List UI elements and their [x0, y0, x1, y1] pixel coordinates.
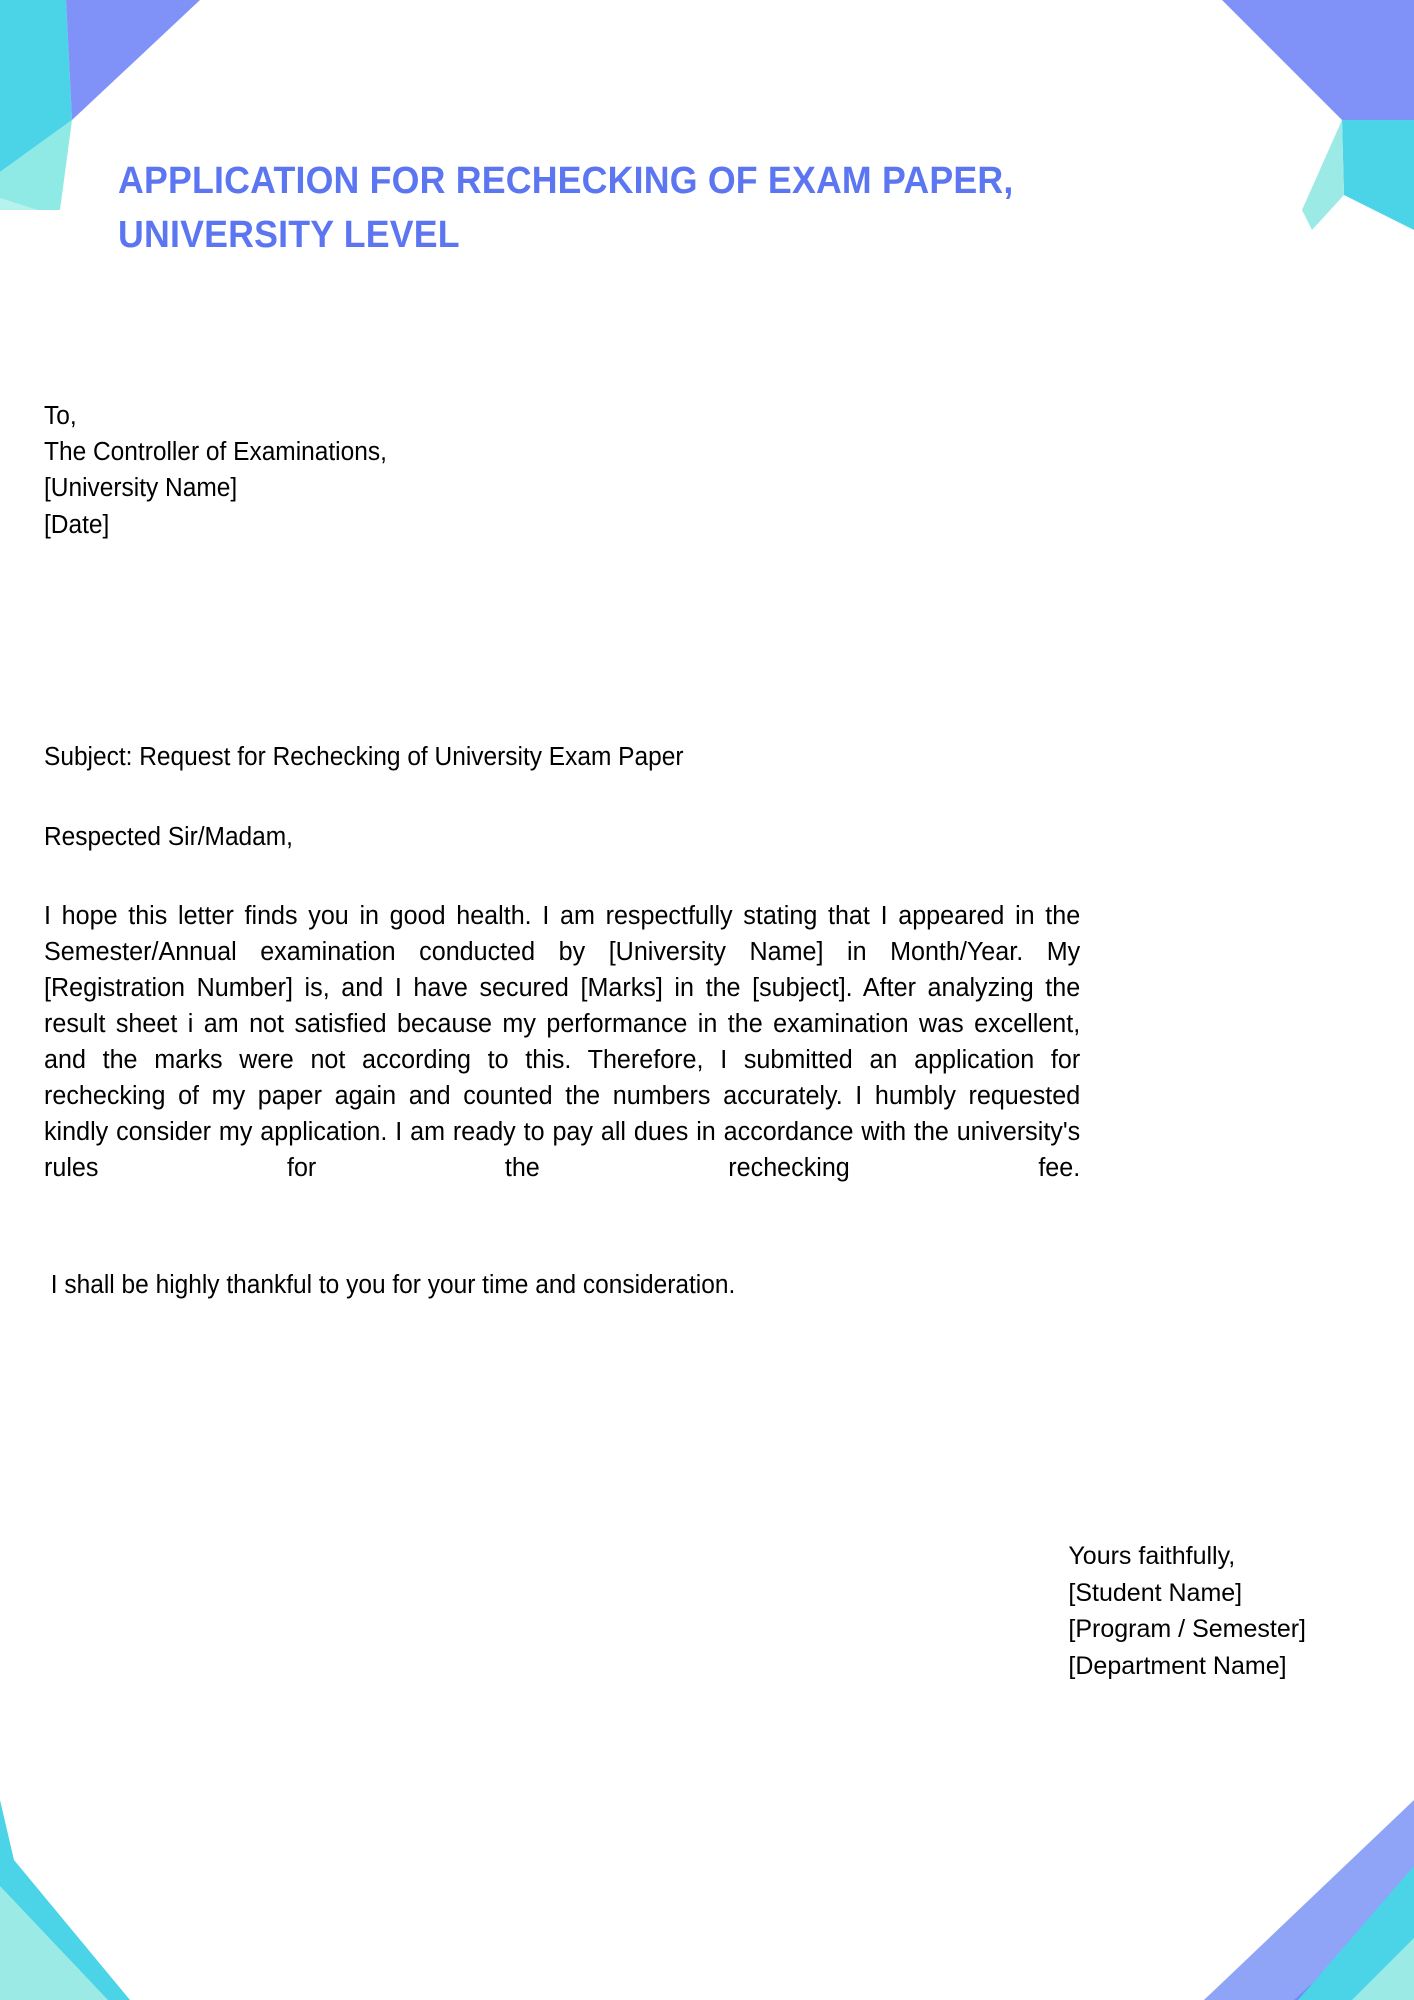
document-title [118, 155, 1171, 263]
spacer-after-salutation [44, 855, 1096, 899]
decor-shape-pale-mint-tl [0, 198, 38, 210]
decor-shape-mint-tl [0, 120, 72, 210]
spacer-after-recipient [44, 543, 1096, 739]
decor-shape-periwinkle-tr [1222, 0, 1414, 125]
signature-department-name: [Department Name] [1068, 1651, 1287, 1680]
spacer-after-paragraph [44, 1223, 1096, 1267]
decor-shape-periwinkle-br [1204, 1810, 1414, 2000]
decor-shape-pale-cyan-br [1352, 1938, 1414, 2000]
signature-program-semester: [Program / Semester] [1068, 1615, 1306, 1643]
document-title-line-2: UNIVERSITY LEVEL [118, 213, 460, 256]
decor-shape-light-blue-br [1204, 1800, 1414, 2000]
spacer-after-subject [44, 775, 1096, 819]
body-paragraph-main: I hope this letter finds you in good health. I am respectfully stating that I appeared in the Semester/Annual examination conducted by [University Name] in Month/Year. My [Registration Number] is, and I have secured [Marks] in the [subject]. After analyzing the result sheet i am not satisfied because my performance in the examination was excellent, and the marks were not according to this. Therefore, I submitted an application for rechecking of my paper again and counted the numbers accurately. I humbly requested kindly consider my application. I am ready to pay all dues in accordance with the university's rules for the rechecking fee. [44, 902, 1081, 1182]
decor-shape-cyan-bl [0, 1800, 130, 2000]
recipient-line-controller: The Controller of Examinations, [44, 438, 387, 467]
document-title-line-1: APPLICATION FOR RECHECKING OF EXAM PAPER, [118, 160, 1014, 202]
signature-block [1068, 1538, 1306, 1684]
recipient-line-to: To, [44, 402, 77, 430]
signature-student-name: [Student Name] [1068, 1578, 1243, 1607]
decor-shape-pale-cyan-tr [1302, 120, 1344, 230]
decor-shape-periwinkle-tl [66, 0, 200, 120]
recipient-block [44, 398, 1096, 543]
recipient-line-university: [University Name] [44, 474, 238, 503]
page-title [118, 155, 1238, 263]
decor-shape-cyan-tr [1342, 120, 1414, 230]
decor-shape-cyan-br [1298, 1866, 1414, 2000]
salutation: Respected Sir/Madam, [44, 823, 293, 852]
corner-decoration-bottom-right [1084, 1770, 1414, 2000]
decor-shape-cyan-tl [0, 0, 72, 172]
decor-shape-pale-cyan-bl [0, 1886, 108, 2000]
signature-closing: Yours faithfully, [1068, 1542, 1236, 1570]
letter-body [44, 398, 1096, 1303]
subject-line: Subject: Request for Rechecking of University Exam Paper [44, 742, 684, 771]
recipient-line-date: [Date] [44, 510, 110, 539]
closing-thanks-line: I shall be highly thankful to you for your time and consideration. [44, 1270, 736, 1299]
corner-decoration-bottom-left [0, 1800, 230, 2000]
